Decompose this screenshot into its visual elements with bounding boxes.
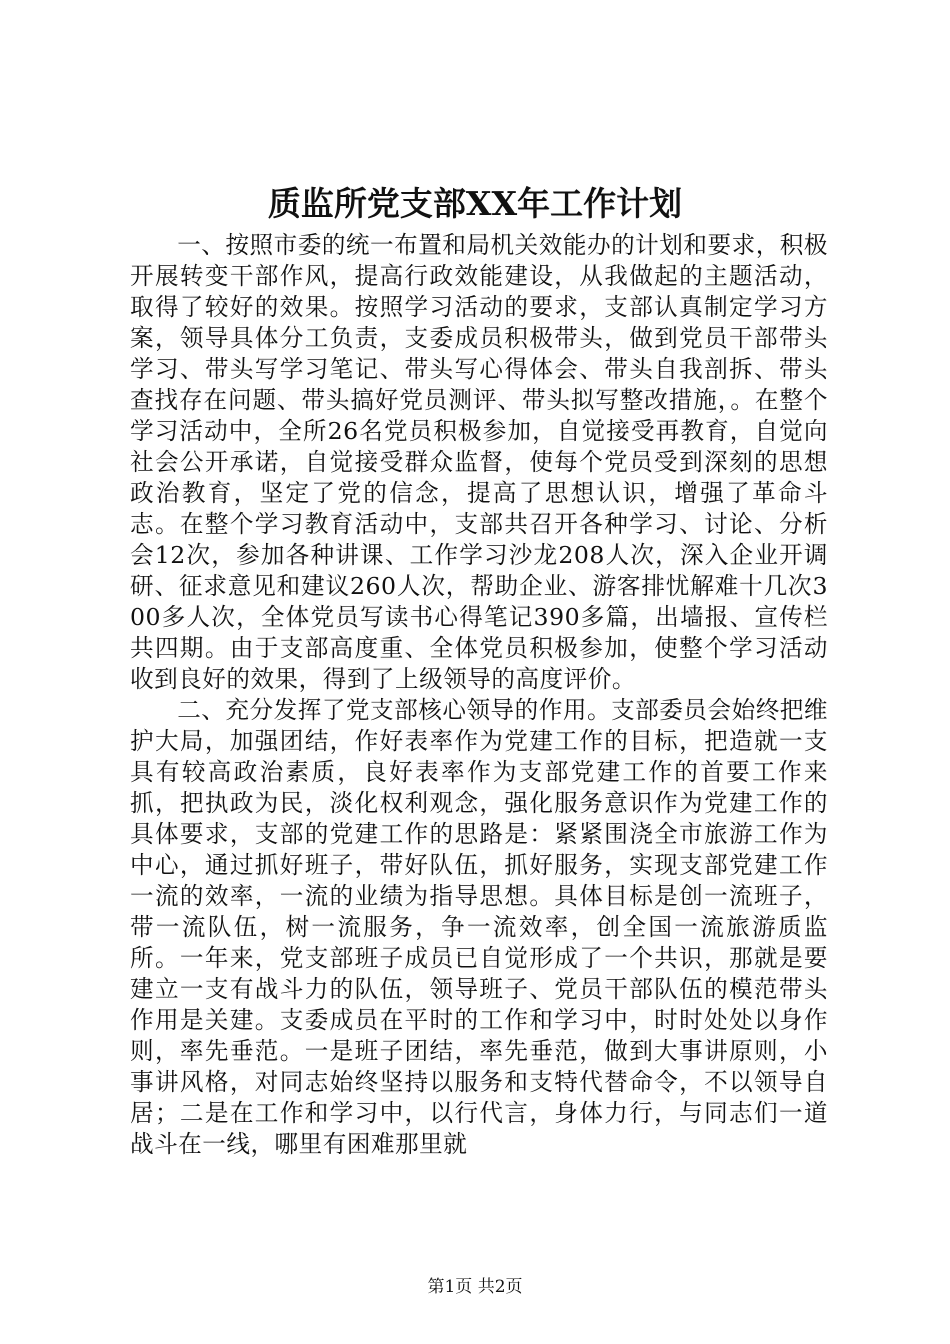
document-title: 质监所党支部XX年工作计划 xyxy=(267,184,683,223)
paragraph-1: 一、按照市委的统一布置和局机关效能办的计划和要求，积极开展转变干部作风，提高行政效能建设，从我做起的主题活动，取得了较好的效果。按照学习活动的要求，支部认真制定学习方案，领导具体分工负责，支委成员积极带头，做到党员干部带头学习、带头写学习笔记、带头写心得体会、带头自我剖拆、带头查找存在问题、带头搞好党员测评、带头拟写整改措施，。在整个学习活动中，全所26名党员积极参加，自觉接受再教育，自觉向社会公开承诺，自觉接受群众监督，使每个党员受到深刻的思想政治教育，坚定了党的信念，提高了思想认识，增强了革命斗志。在整个学习教育活动中，支部共召开各种学习、讨论、分析会12次，参加各种讲课、工作学习沙龙208人次，深入企业开调研、征求意见和建议260人次，帮助企业、游客排忧解难十几次300多人次，全体党员写读书心得笔记390多篇，出墙报、宣传栏共四期。由于支部高度重、全体党员积极参加，使整个学习活动收到良好的效果，得到了上级领导的高度评价。 xyxy=(130,231,828,693)
page-number-footer: 第1页 共2页 xyxy=(427,1277,523,1297)
document-body xyxy=(130,230,828,1160)
paragraph-2: 二、充分发挥了党支部核心领导的作用。支部委员会始终把维护大局，加强团结，作好表率作为党建工作的目标，把造就一支具有较高政治素质，良好表率作为支部党建工作的首要工作来抓，把执政为民，淡化权利观念，强化服务意识作为党建工作的具体要求，支部的党建工作的思路是：紧紧围浇全市旅游工作为中心，通过抓好班子，带好队伍，抓好服务，实现支部党建工作一流的效率，一流的业绩为指导思想。具体目标是创一流班子，带一流队伍，树一流服务，争一流效率，创全国一流旅游质监所。一年来，党支部班子成员已自觉形成了一个共识，那就是要建立一支有战斗力的队伍，领导班子、党员干部队伍的模范带头作用是关建。支委成员在平时的工作和学习中，时时处处以身作则，率先垂范。一是班子团结，率先垂范，做到大事讲原则，小事讲风格，对同志始终坚持以服务和支特代替命令，不以领导自居；二是在工作和学习中，以行代言，身体力行，与同志们一道战斗在一线，哪里有困难那里就 xyxy=(130,696,828,1158)
